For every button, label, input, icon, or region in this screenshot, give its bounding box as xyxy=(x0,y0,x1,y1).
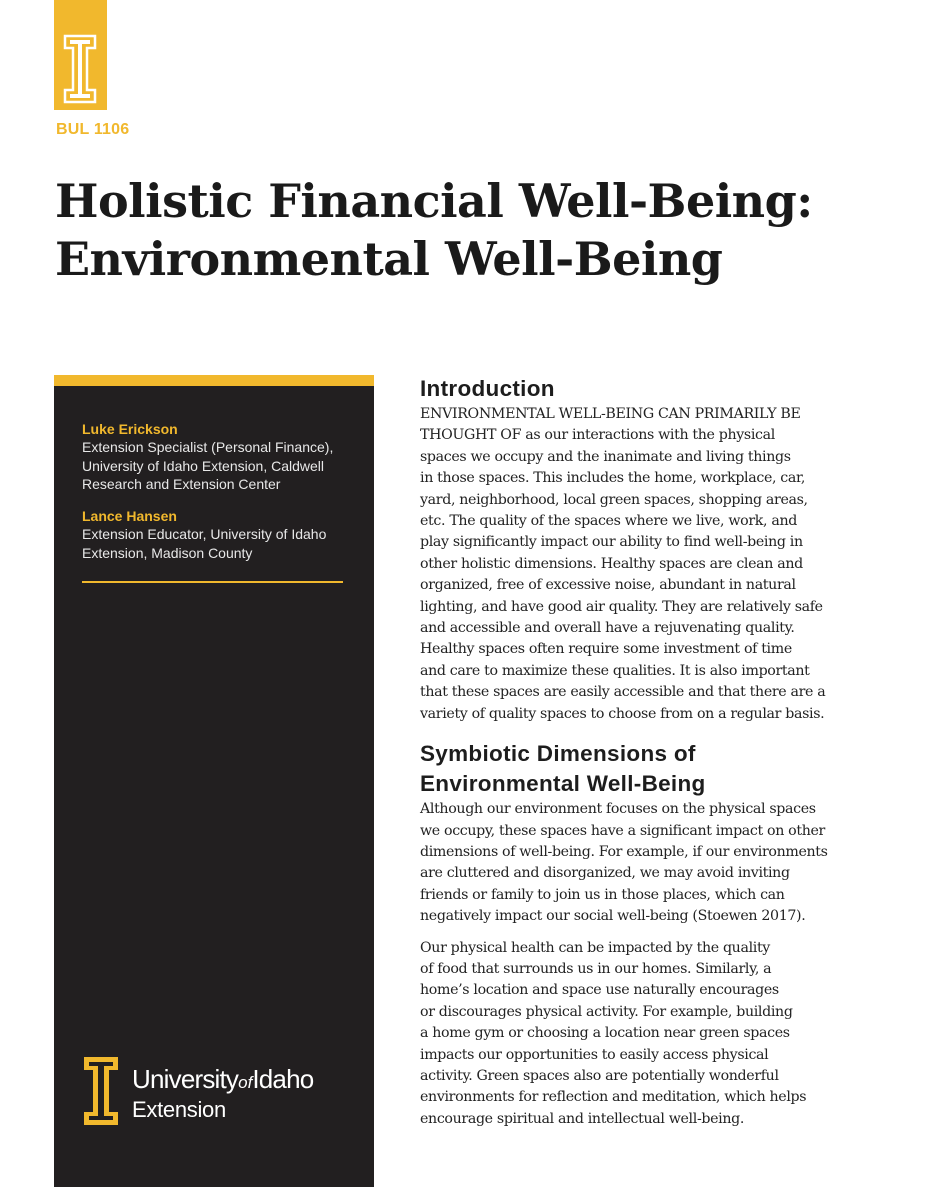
text-line: Although our environment focuses on the physical spaces xyxy=(420,801,816,818)
title-line-2: Environmental Well-Being xyxy=(55,232,723,286)
text-line: activity. Green spaces also are potentially wonderful xyxy=(420,1067,779,1084)
author-affiliation-line: Extension Educator, University of Idaho xyxy=(82,526,327,542)
text-line: and accessible and overall have a rejuvenating quality. xyxy=(420,620,795,637)
text-line: ENVIRONMENTAL WELL-BEING CAN PRIMARILY BE xyxy=(420,406,801,422)
introduction-heading: Introduction xyxy=(420,376,555,401)
symbiotic-dimensions-heading xyxy=(420,739,830,799)
main-content xyxy=(420,374,830,1130)
text-line: organized, free of excessive noise, abundant in natural xyxy=(420,577,796,594)
heading-line: Symbiotic Dimensions of xyxy=(420,741,696,767)
text-line: friends or family to join us in those places, which can xyxy=(420,886,785,903)
logo-wordmark xyxy=(132,1065,313,1123)
logo-university: University xyxy=(132,1064,239,1094)
author-affiliation-line: Extension, Madison County xyxy=(82,544,253,561)
heading-line: Environmental Well-Being xyxy=(420,771,706,797)
text-line: and care to maximize these qualities. It is also important xyxy=(420,662,810,679)
author-affiliation-line: Extension Specialist (Personal Finance), xyxy=(82,439,334,455)
text-line: or discourages physical activity. For example, building xyxy=(420,1003,793,1020)
author-name: Lance Hansen xyxy=(82,508,177,524)
author-affiliation-line: University of Idaho Extension, Caldwell xyxy=(82,457,325,474)
text-line: a home gym or choosing a location near green spaces xyxy=(420,1025,790,1042)
text-line: yard, neighborhood, local green spaces, shopping areas, xyxy=(420,491,808,508)
logo-extension: Extension xyxy=(132,1097,226,1122)
sidebar-gold-stripe xyxy=(54,375,374,386)
page-title xyxy=(55,172,915,288)
text-line: other holistic dimensions. Healthy spaces are clean and xyxy=(420,555,803,572)
text-line: that these spaces are easily accessible and that there are a xyxy=(420,684,826,701)
text-line: negatively impact our social well-being (Stoewen 2017). xyxy=(420,908,806,925)
symbiotic-paragraph-1 xyxy=(420,799,830,927)
text-line: encourage spiritual and intellectual well-being. xyxy=(420,1110,745,1127)
author-1 xyxy=(82,420,362,494)
logo-university-line xyxy=(132,1065,313,1097)
author-2 xyxy=(82,507,362,562)
text-line: spaces we occupy and the inanimate and living things xyxy=(420,448,791,465)
university-of-idaho-extension-logo xyxy=(82,1055,362,1130)
text-line: variety of quality spaces to choose from on a regular basis. xyxy=(420,705,825,722)
text-line: Our physical health can be impacted by the quality xyxy=(420,939,770,956)
introduction-paragraph xyxy=(420,404,830,725)
logo-of: of xyxy=(238,1073,253,1092)
text-line: Healthy spaces often require some investment of time xyxy=(420,641,792,658)
text-line: impacts our opportunities to easily access physical xyxy=(420,1046,769,1063)
bulletin-number: BUL 1106 xyxy=(56,121,130,138)
university-i-icon xyxy=(63,34,97,104)
text-line: are cluttered and disorganized, we may avoid inviting xyxy=(420,865,790,882)
text-line: lighting, and have good air quality. They are relatively safe xyxy=(420,598,823,615)
logo-idaho: Idaho xyxy=(252,1064,314,1094)
top-brand-tab xyxy=(54,0,107,110)
author-affiliation-line: Research and Extension Center xyxy=(82,476,281,492)
symbiotic-paragraph-2 xyxy=(420,938,830,1131)
author-sidebar xyxy=(54,375,374,1187)
text-line: in those spaces. This includes the home, workplace, car, xyxy=(420,470,806,487)
title-line-1: Holistic Financial Well-Being: xyxy=(55,174,813,228)
sidebar-divider xyxy=(82,581,343,583)
text-line: etc. The quality of the spaces where we live, work, and xyxy=(420,513,797,530)
text-line: dimensions of well-being. For example, if our environments xyxy=(420,843,828,860)
text-line: play significantly impact our ability to find well-being in xyxy=(420,534,803,551)
university-i-logo-icon xyxy=(82,1055,120,1127)
text-line: THOUGHT OF as our interactions with the physical xyxy=(420,427,775,444)
text-line: home’s location and space use naturally encourages xyxy=(420,982,779,999)
text-line: we occupy, these spaces have a significant impact on other xyxy=(420,822,825,839)
author-name: Luke Erickson xyxy=(82,421,178,437)
text-line: of food that surrounds us in our homes. Similarly, a xyxy=(420,960,772,977)
text-line: environments for reflection and meditation, which helps xyxy=(420,1089,807,1106)
